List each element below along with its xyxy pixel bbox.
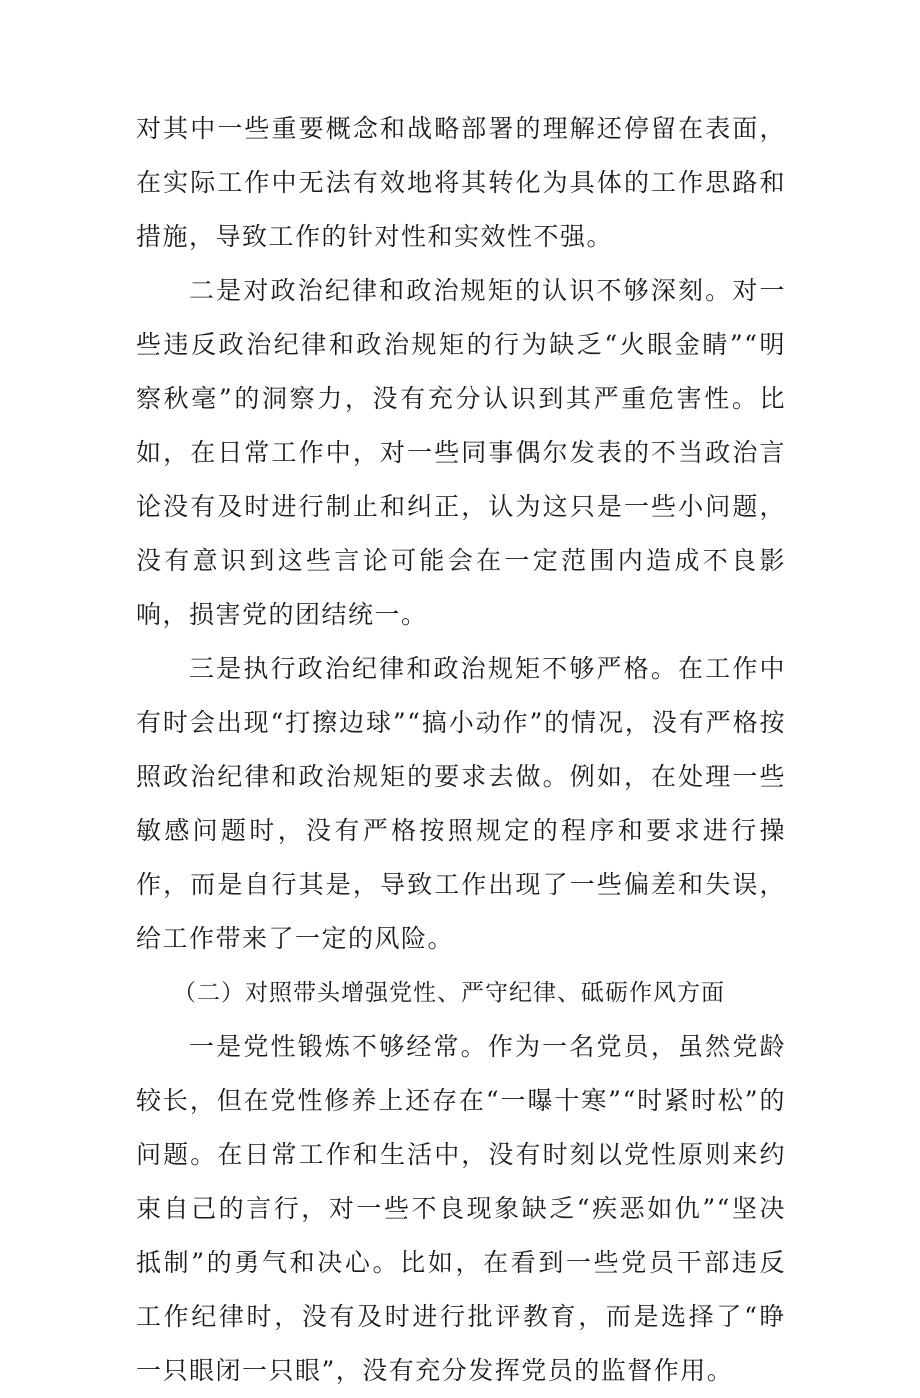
paragraph-continuation: 对其中一些重要概念和战略部署的理解还停留在表面，在实际工作中无法有效地将其转化为具体的工作思路和措施，导致工作的针对性和实效性不强。 (136, 114, 786, 251)
paragraph-point-two: 二是对政治纪律和政治规矩的认识不够深刻。对一些违反政治纪律和政治规矩的行为缺乏“火眼金睛”“明察秋毫”的洞察力，没有充分认识到其严重危害性。比如，在日常工作中，对一些同事偶尔发表的不当政治言论没有及时进行制止和纠正，认为这只是一些小问题，没有意识到这些言论可能会在一定范围内造成不良影响，损害党的团结统一。 (136, 276, 786, 629)
section-heading: （二）对照带头增强党性、严守纪律、砥砺作风方面 (173, 980, 725, 1006)
paragraph-point-one: 一是党性锻炼不够经常。作为一名党员，虽然党龄较长，但在党性修养上还存在“一曝十寒”“时紧时松”的问题。在日常工作和生活中，没有时刻以党性原则来约束自己的言行，对一些不良现象缺乏“疾恶如仇”“坚决抵制”的勇气和决心。比如，在看到一些党员干部违反工作纪律时，没有及时进行批评教育，而是选择了“睁一只眼闭一只眼”，没有充分发挥党员的监督作用。 (136, 1032, 786, 1385)
document-body (136, 102, 786, 1398)
paragraph-point-three: 三是执行政治纪律和政治规矩不够严格。在工作中有时会出现“打擦边球”“搞小动作”的情况，没有严格按照政治纪律和政治规矩的要求去做。例如，在处理一些敏感问题时，没有严格按照规定的程序和要求进行操作，而是自行其是，导致工作出现了一些偏差和失误，给工作带来了一定的风险。 (136, 654, 786, 953)
